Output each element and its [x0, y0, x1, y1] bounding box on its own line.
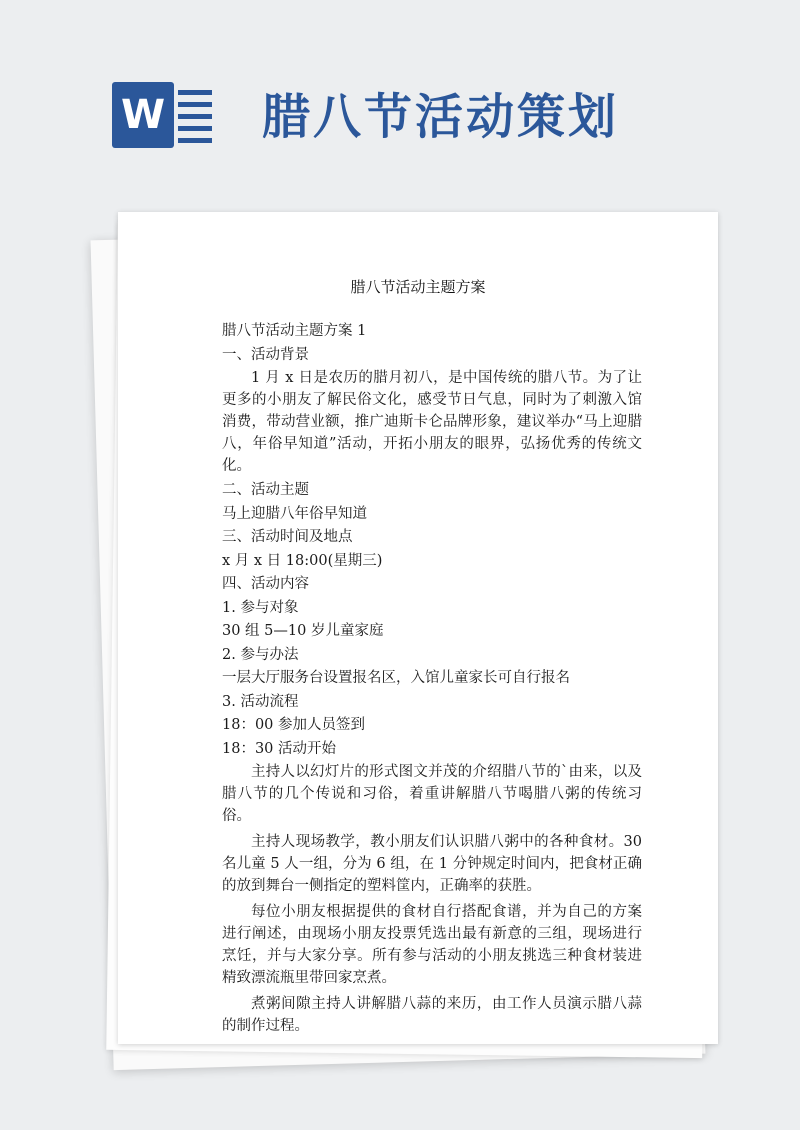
document-body: [222, 320, 642, 1037]
item-method-heading: 2. 参与办法: [222, 646, 299, 663]
item-participants-heading: 1. 参与对象: [222, 599, 299, 616]
paragraph-teaching: 主持人现场教学，教小朋友们认识腊八粥中的各种食材。30 名儿童 5 人一组，分为 6 组，在 1 分钟规定时间内，把食材正确的放到舞台一侧指定的塑料筐内，正确率的获胜。: [222, 834, 642, 894]
section-heading-background: 一、活动背景: [222, 346, 309, 363]
item-process-heading: 3. 活动流程: [222, 693, 299, 710]
participants-text: 30 组 5—10 岁儿童家庭: [222, 623, 384, 639]
paragraph-intro: 主持人以幻灯片的形式图文并茂的介绍腊八节的`由来，以及腊八节的几个传说和习俗，着重讲解腊八节喝腊八粥的传统习俗。: [222, 764, 642, 824]
section-heading-time-place: 三、活动时间及地点: [222, 529, 353, 545]
banner: [0, 0, 800, 200]
paragraph-garlic: 煮粥间隙主持人讲解腊八蒜的来历，由工作人员演示腊八蒜的制作过程。: [222, 996, 642, 1034]
word-lines-graphic: [178, 90, 212, 150]
section-heading-content: 四、活动内容: [222, 576, 309, 592]
word-letter-tile: W: [112, 82, 174, 148]
time-text: x 月 x 日 18:00(星期三): [222, 552, 383, 569]
word-document-icon: [112, 76, 220, 154]
document-page: [118, 212, 718, 1044]
paragraph-background: 1 月 x 日是农历的腊月初八，是中国传统的腊八节。为了让更多的小朋友了解民俗文化，感受节日气息，同时为了刺激入馆消费，带动营业额，推广迪斯卡仑品牌形象，建议举办“马上迎腊八，年俗早知道”活动，开拓小朋友的眼界，弘扬优秀的传统文化。: [222, 370, 642, 474]
method-text: 一层大厅服务台设置报名区，入馆儿童家长可自行报名: [222, 670, 570, 686]
theme-text: 马上迎腊八年俗早知道: [222, 505, 367, 522]
process-step-start: 18：30 活动开始: [222, 740, 337, 757]
document-title: 腊八节活动主题方案: [350, 278, 486, 296]
process-step-signin: 18：00 参加人员签到: [222, 717, 366, 733]
paragraph-recipe: 每位小朋友根据提供的食材自行搭配食谱，并为自己的方案进行阐述，由现场小朋友投票凭选出最有新意的三组，现场进行烹饪，并与大家分享。所有参与活动的小朋友挑选三种食材装进精致漂流瓶里带回家烹煮。: [222, 904, 642, 986]
section-heading-theme: 二、活动主题: [222, 482, 309, 498]
banner-title: 腊八节活动策划: [262, 89, 620, 145]
plan-heading: 腊八节活动主题方案 1: [222, 323, 367, 339]
